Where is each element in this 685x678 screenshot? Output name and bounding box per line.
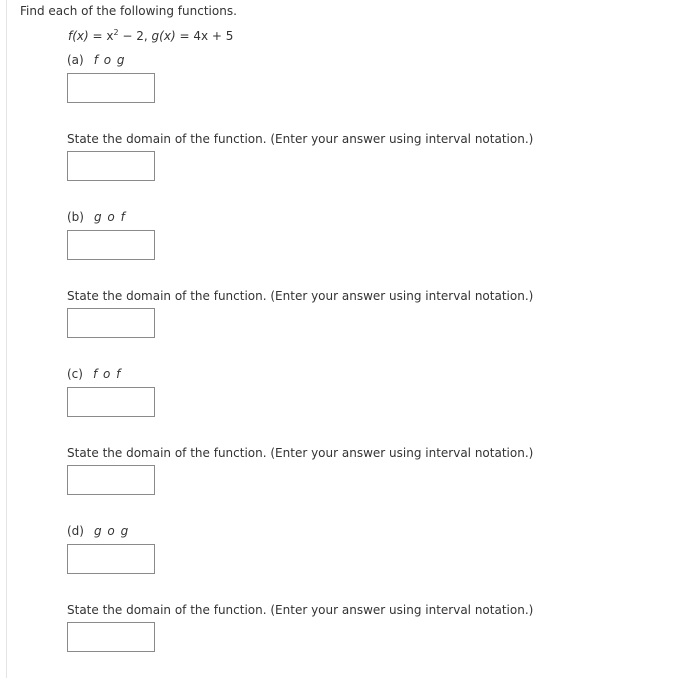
left-border	[6, 0, 7, 678]
part-d-answer-input[interactable]	[67, 544, 155, 574]
part-b-domain-input[interactable]	[67, 308, 155, 338]
composition-expression: f o g	[93, 53, 126, 67]
part-a-domain-prompt: State the domain of the function. (Enter your answer using interval notation.)	[67, 132, 534, 146]
part-a-domain-input[interactable]	[67, 151, 155, 181]
part-label-text: (a)	[67, 53, 84, 67]
part-d-domain-prompt: State the domain of the function. (Enter your answer using interval notation.)	[67, 603, 534, 617]
part-c-domain-input[interactable]	[67, 465, 155, 495]
composition-expression: f o f	[92, 367, 122, 381]
part-c-answer-input[interactable]	[67, 387, 155, 417]
part-a-answer-input[interactable]	[67, 73, 155, 103]
f-equation: = x	[88, 29, 114, 43]
part-label-text: (d)	[67, 524, 84, 538]
part-b-domain-prompt: State the domain of the function. (Enter your answer using interval notation.)	[67, 289, 534, 303]
f-rest: − 2,	[118, 29, 152, 43]
part-d-domain-input[interactable]	[67, 622, 155, 652]
g-name: g(x)	[151, 29, 176, 43]
part-label-text: (b)	[67, 210, 84, 224]
part-label-text: (c)	[67, 367, 83, 381]
composition-expression: g o g	[93, 524, 130, 538]
part-d-label	[67, 524, 129, 538]
composition-expression: g o f	[93, 210, 126, 224]
part-c-label	[67, 367, 121, 381]
part-b-label	[67, 210, 126, 224]
part-b-answer-input[interactable]	[67, 230, 155, 260]
g-equation: = 4x + 5	[175, 29, 234, 43]
function-definitions	[68, 29, 233, 43]
question-intro: Find each of the following functions.	[20, 4, 237, 18]
f-exponent: 2	[113, 28, 119, 37]
part-a-label	[67, 53, 126, 67]
f-name: f(x)	[68, 29, 89, 43]
part-c-domain-prompt: State the domain of the function. (Enter your answer using interval notation.)	[67, 446, 534, 460]
